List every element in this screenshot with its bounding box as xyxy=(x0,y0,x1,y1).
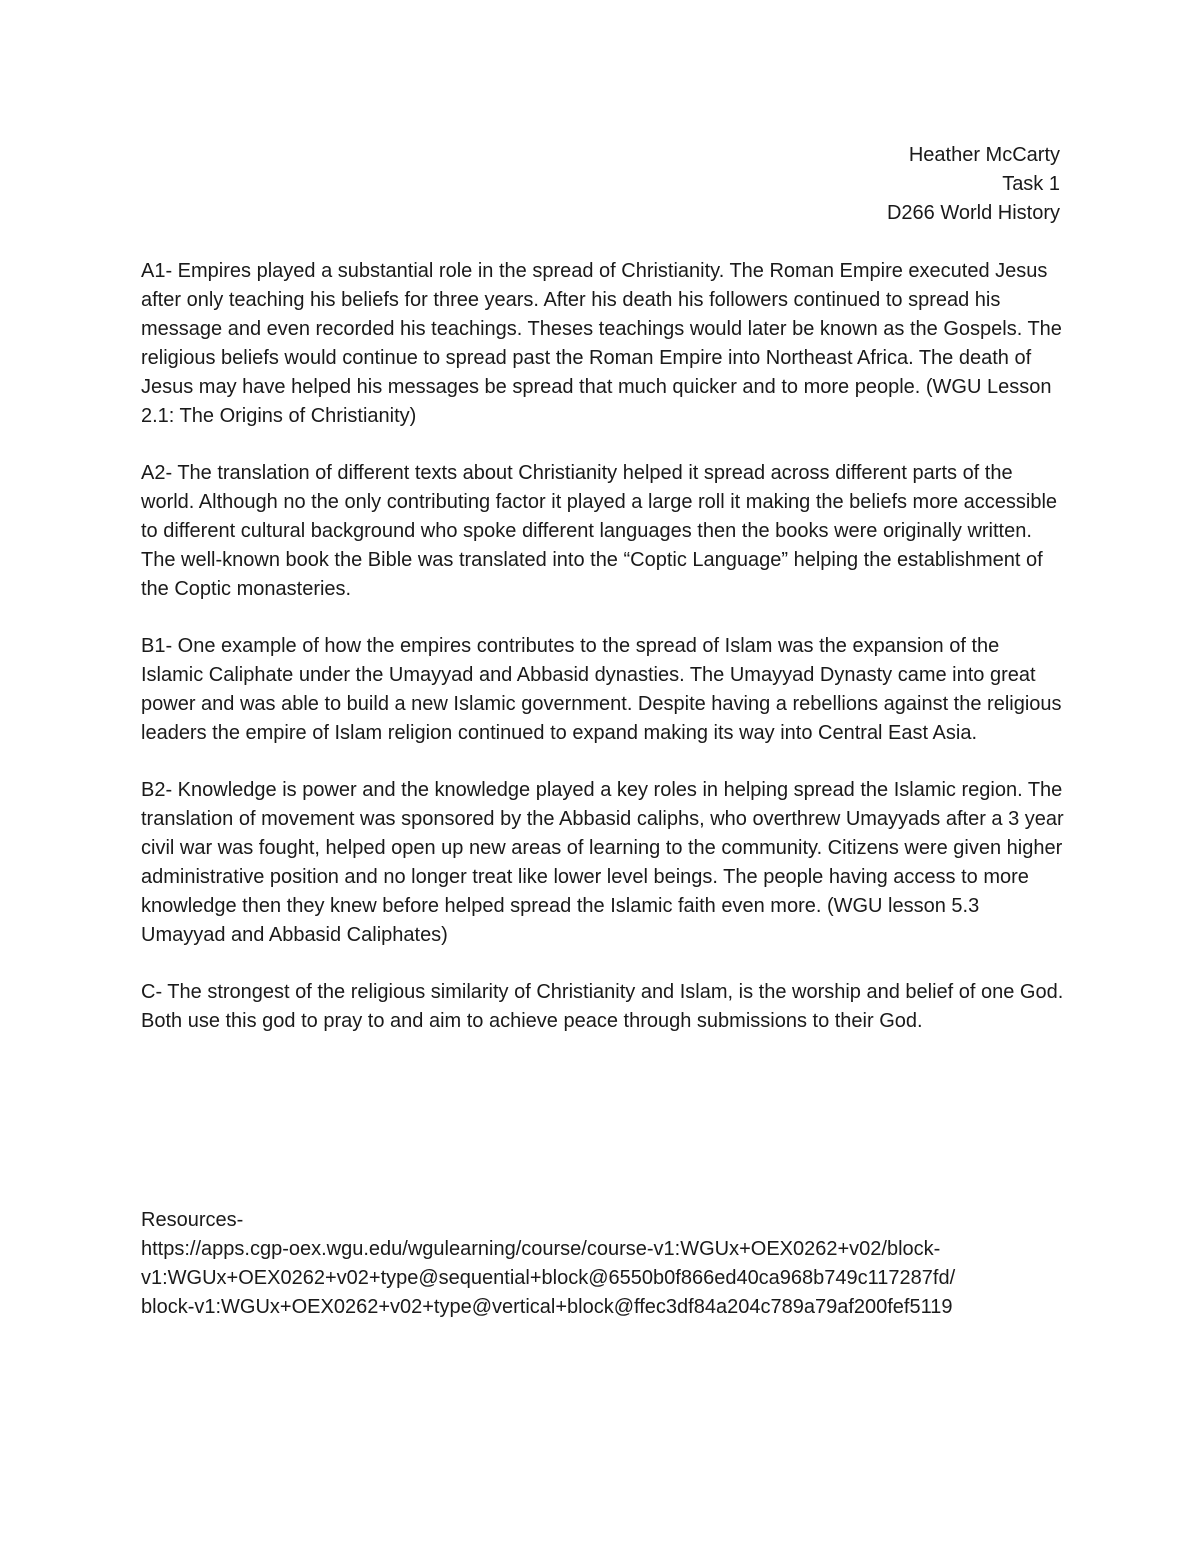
paragraph-b1: B1- One example of how the empires contributes to the spread of Islam was the expansion of the Islamic Caliphate under the Umayyad and Abbasid dynasties. The Umayyad Dynasty came into great power and was able to build a new Islamic government. Despite having a rebellions against the religious leaders the empire of Islam religion continued to expand making its way into Central East Asia. xyxy=(141,635,1062,744)
paragraph-a1: A1- Empires played a substantial role in the spread of Christianity. The Roman Empire executed Jesus after only teaching his beliefs for three years. After his death his followers continued to spread his message and even recorded his teachings. Theses teachings would later be known as the Gospels. The religious beliefs would continue to spread past the Roman Empire into Northeast Africa. The death of Jesus may have helped his messages be spread that much quicker and to more people. (WGU Lesson 2.1: The Origins of Christianity) xyxy=(141,260,1062,427)
document-body xyxy=(141,257,1066,1064)
resource-url-line: https://apps.cgp-oex.wgu.edu/wgulearning/course/course-v1:WGUx+OEX0262+v02/block- xyxy=(141,1238,941,1260)
resource-url-line: block-v1:WGUx+OEX0262+v02+type@vertical+block@ffec3df84a204c789a79af200fef5119 xyxy=(141,1296,953,1318)
document-header xyxy=(887,141,1060,228)
resources-heading: Resources- xyxy=(141,1209,244,1231)
paragraph-a2: A2- The translation of different texts about Christianity helped it spread across different parts of the world. Although no the only contributing factor it played a large roll it making the beliefs more accessible to different cultural background who spoke different languages then the books were originally written. The well-known book the Bible was translated into the “Coptic Language” helping the establishment of the Coptic monasteries. xyxy=(141,462,1058,600)
paragraph-b2: B2- Knowledge is power and the knowledge played a key roles in helping spread the Islamic region. The translation of movement was sponsored by the Abbasid caliphs, who overthrew Umayyads after a 3 year civil war was fought, helped open up new areas of learning to the community. Citizens were given higher administrative position and no longer treat like lower level beings. The people having access to more knowledge then they knew before helped spread the Islamic faith even more. (WGU lesson 5.3 Umayyad and Abbasid Caliphates) xyxy=(141,779,1064,946)
author-name: Heather McCarty xyxy=(908,144,1060,166)
resources-section xyxy=(141,1206,1066,1322)
resource-url-line: v1:WGUx+OEX0262+v02+type@sequential+block@6550b0f866ed40ca968b749c117287fd/ xyxy=(141,1267,956,1289)
task-label: Task 1 xyxy=(1002,173,1060,195)
course-name: D266 World History xyxy=(886,202,1060,224)
paragraph-c: C- The strongest of the religious similarity of Christianity and Islam, is the worship and belief of one God. Both use this god to pray to and aim to achieve peace through submissions to their God. xyxy=(141,981,1064,1032)
